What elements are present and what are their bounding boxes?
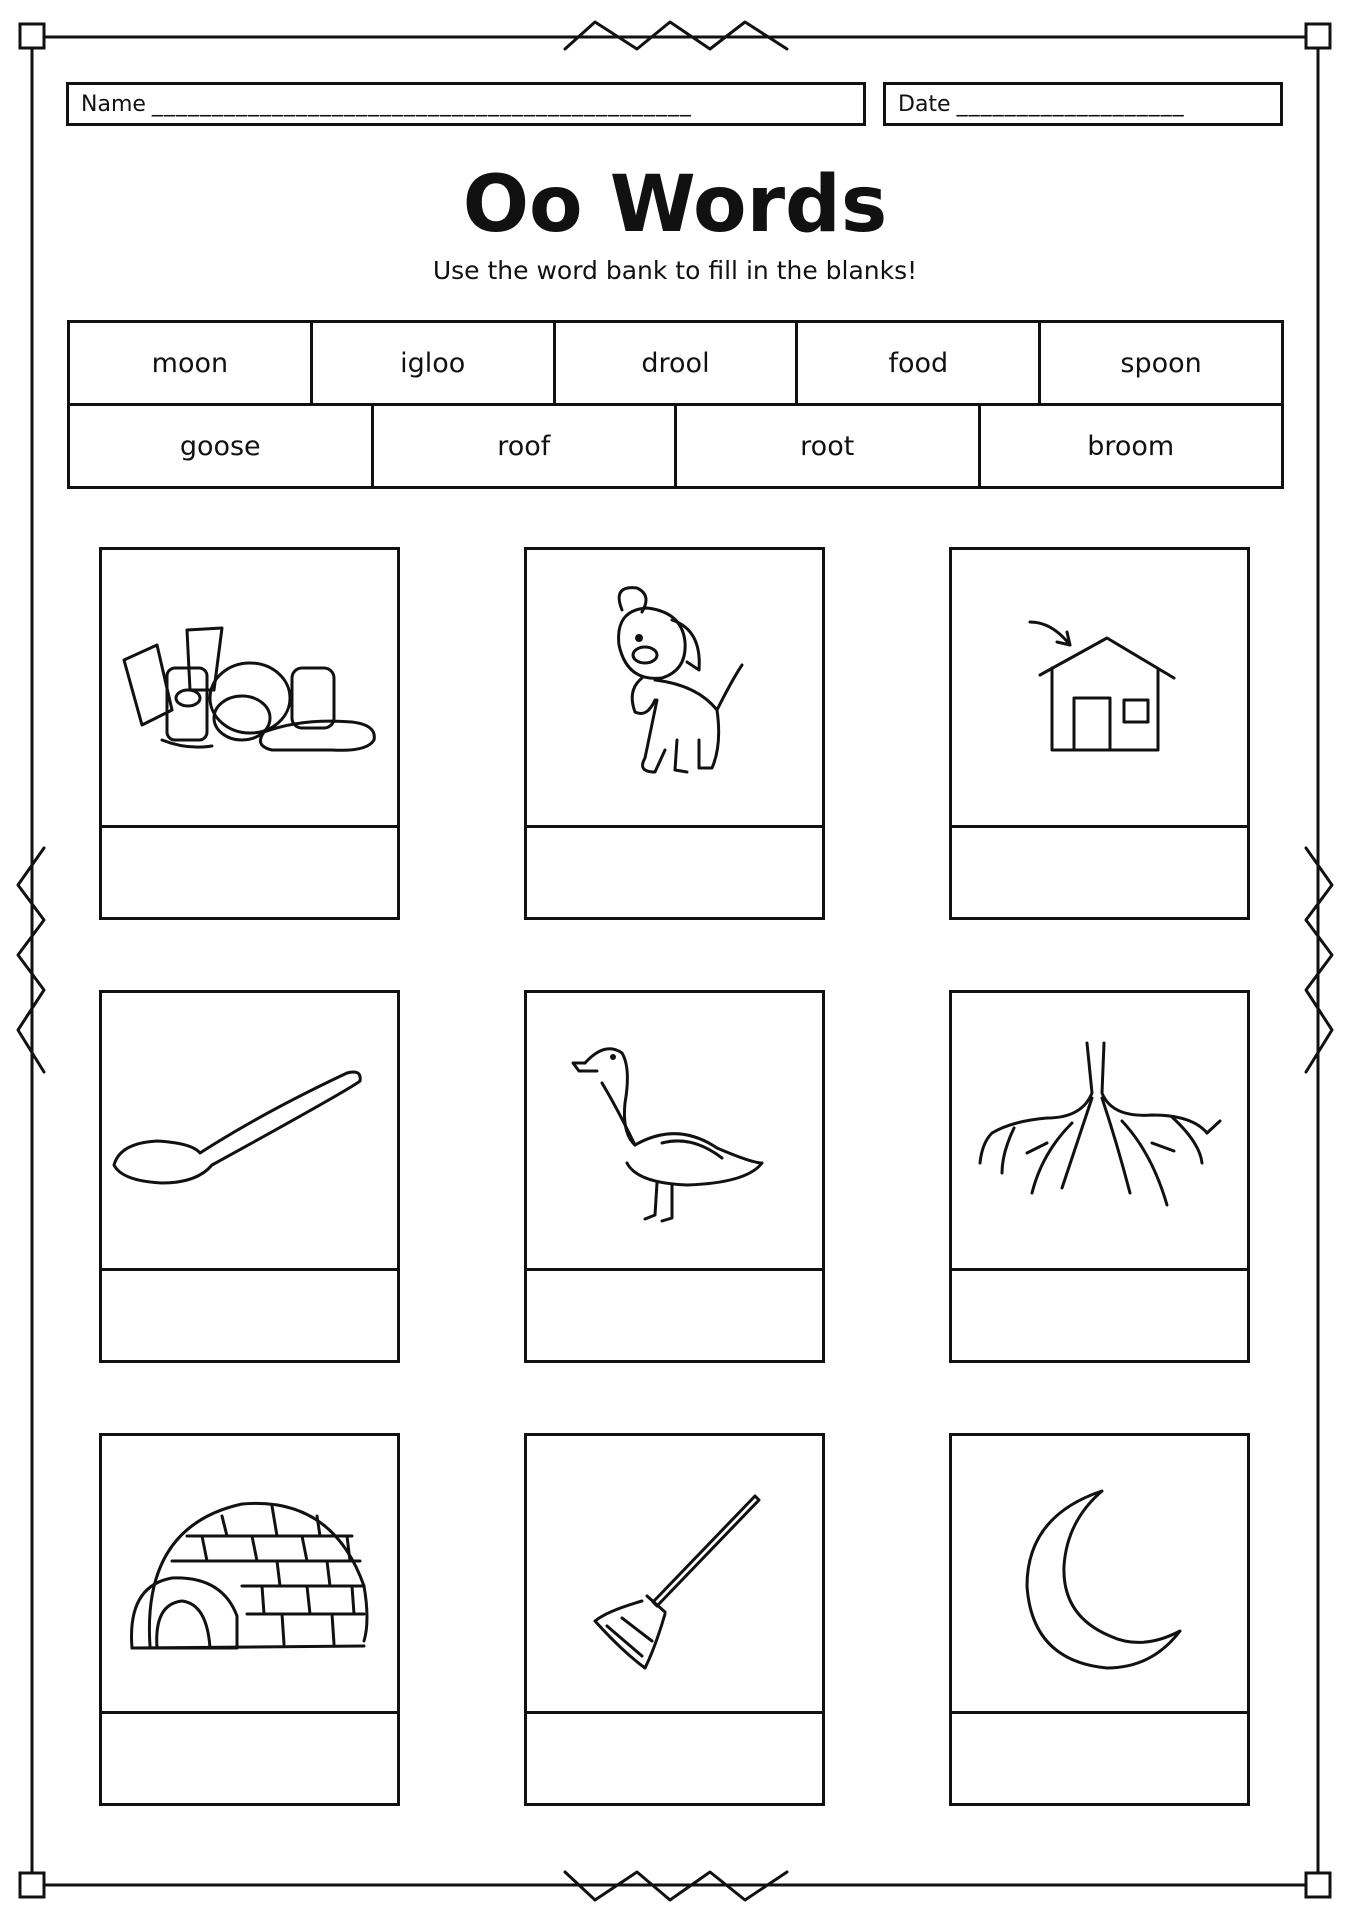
picture-card <box>524 990 825 1363</box>
picture-frame <box>527 550 822 828</box>
page-title: Oo Words <box>462 160 888 250</box>
word-bank-word: igloo <box>313 323 556 403</box>
picture-frame <box>952 1436 1247 1714</box>
answer-blank[interactable] <box>102 1714 397 1803</box>
spoon-icon <box>102 993 397 1268</box>
date-field[interactable] <box>883 82 1283 126</box>
answer-blank[interactable] <box>527 828 822 917</box>
picture-frame <box>527 993 822 1271</box>
instructions: Use the word bank to fill in the blanks! <box>432 256 918 285</box>
picture-card <box>99 547 400 920</box>
picture-card <box>949 1433 1250 1806</box>
word-bank-word: drool <box>556 323 799 403</box>
broom-icon <box>527 1436 822 1711</box>
word-bank-word: roof <box>374 406 678 486</box>
answer-blank[interactable] <box>527 1271 822 1360</box>
food-icon <box>102 550 397 825</box>
corner-square-top-left <box>20 24 44 48</box>
igloo-icon <box>102 1436 397 1711</box>
answer-blank[interactable] <box>952 1271 1247 1360</box>
name-field[interactable] <box>66 82 866 126</box>
word-bank-word: goose <box>70 406 374 486</box>
picture-frame <box>102 993 397 1271</box>
roots-icon <box>952 993 1247 1268</box>
answer-blank[interactable] <box>102 828 397 917</box>
picture-frame <box>527 1436 822 1714</box>
house-roof-icon <box>952 550 1247 825</box>
answer-blank[interactable] <box>952 1714 1247 1803</box>
moon-icon <box>952 1436 1247 1711</box>
word-bank-word: food <box>798 323 1041 403</box>
drooling-dog-icon <box>527 550 822 825</box>
picture-card <box>949 547 1250 920</box>
word-bank-word: moon <box>70 323 313 403</box>
answer-blank[interactable] <box>952 828 1247 917</box>
name-line: _____________________________________________ <box>151 91 692 117</box>
corner-square-bottom-right <box>1306 1873 1330 1897</box>
picture-card <box>524 547 825 920</box>
answer-blank[interactable] <box>102 1271 397 1360</box>
word-bank-row-2 <box>67 403 1284 489</box>
answer-blank[interactable] <box>527 1714 822 1803</box>
date-label: Date <box>898 91 951 117</box>
word-bank-row-1 <box>67 320 1284 406</box>
picture-frame <box>102 1436 397 1714</box>
word-bank-word: spoon <box>1120 347 1202 379</box>
goose-icon <box>527 993 822 1268</box>
picture-frame <box>952 550 1247 828</box>
date-line: ___________________ <box>956 91 1185 117</box>
word-bank-word: root <box>677 406 981 486</box>
picture-card <box>949 990 1250 1363</box>
corner-square-top-right <box>1306 24 1330 48</box>
picture-card <box>99 1433 400 1806</box>
picture-frame <box>952 993 1247 1271</box>
name-label: Name <box>81 91 146 117</box>
picture-frame <box>102 550 397 828</box>
picture-card <box>524 1433 825 1806</box>
corner-square-bottom-left <box>20 1873 44 1897</box>
word-bank-word: broom <box>1087 430 1175 462</box>
picture-card <box>99 990 400 1363</box>
